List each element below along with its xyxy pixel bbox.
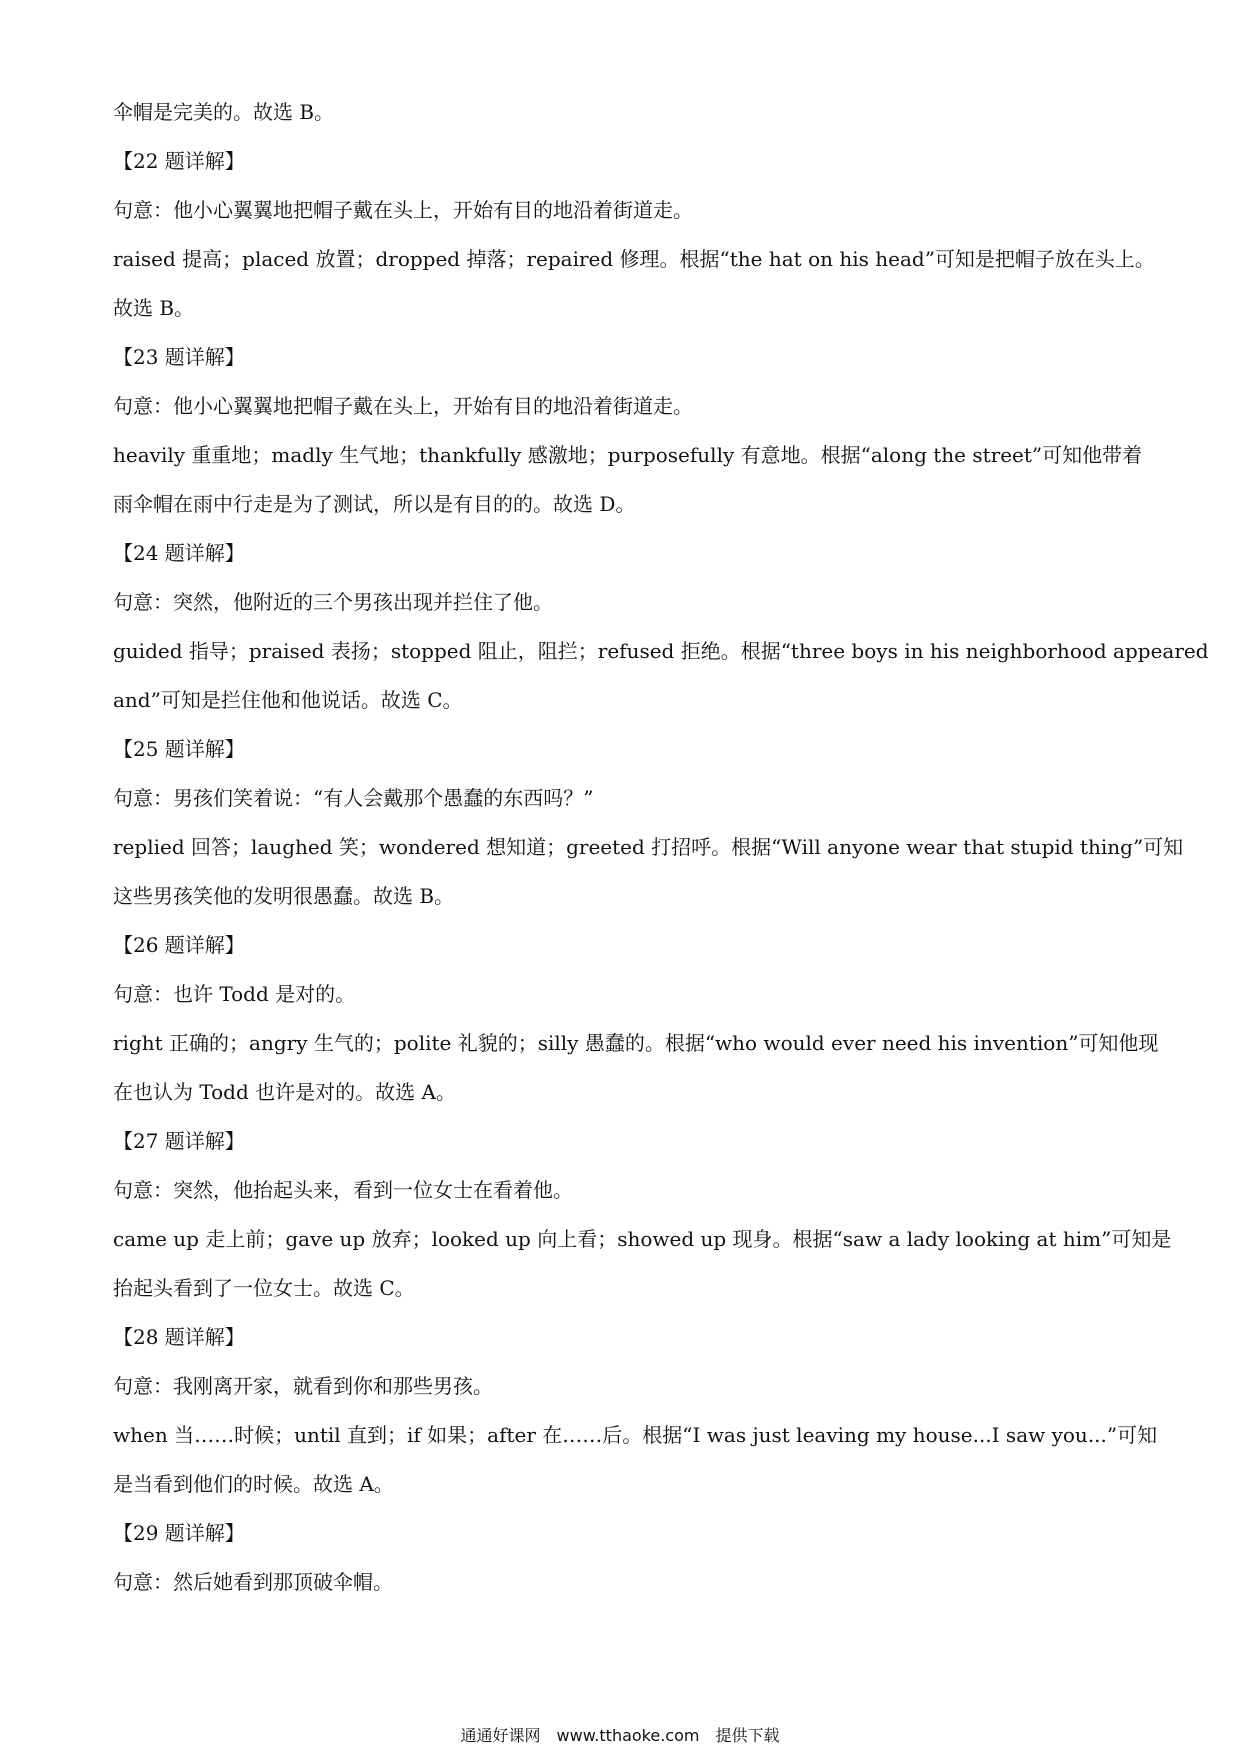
sentence-meaning: 句意：也许 Todd 是对的。 bbox=[113, 982, 356, 1006]
sentence-meaning: 句意：男孩们笑着说：“有人会戴那个愚蠢的东西吗？” bbox=[113, 786, 594, 810]
explanation-line: replied 回答；laughed 笑；wondered 想知道；greeted 打招呼。根据“Will anyone wear that stupid thing”可知 bbox=[113, 835, 1184, 859]
question-heading: 【24 题详解】 bbox=[113, 541, 245, 565]
question-heading: 【22 题详解】 bbox=[113, 149, 245, 173]
explanation-line: and”可知是拦住他和他说话。故选 C。 bbox=[113, 688, 463, 712]
question-heading: 【26 题详解】 bbox=[113, 933, 245, 957]
question-heading: 【28 题详解】 bbox=[113, 1325, 245, 1349]
explanation-line: 在也认为 Todd 也许是对的。故选 A。 bbox=[113, 1080, 456, 1104]
explanation-line: 是当看到他们的时候。故选 A。 bbox=[113, 1472, 394, 1496]
sentence-meaning: 句意：他小心翼翼地把帽子戴在头上，开始有目的地沿着街道走。 bbox=[113, 198, 693, 222]
question-heading: 【23 题详解】 bbox=[113, 345, 245, 369]
explanation-line: heavily 重重地；madly 生气地；thankfully 感激地；purposefully 有意地。根据“along the street”可知他带着 bbox=[113, 443, 1143, 467]
page-footer: 通通好课网 www.tthaoke.com 提供下载 bbox=[460, 1726, 780, 1745]
explanation-line: raised 提高；placed 放置；dropped 掉落；repaired 修理。根据“the hat on his head”可知是把帽子放在头上。 bbox=[113, 247, 1155, 271]
sentence-meaning: 句意：他小心翼翼地把帽子戴在头上，开始有目的地沿着街道走。 bbox=[113, 394, 693, 418]
explanation-line: 抬起头看到了一位女士。故选 C。 bbox=[113, 1276, 415, 1300]
sentence-meaning: 句意：突然，他附近的三个男孩出现并拦住了他。 bbox=[113, 590, 553, 614]
explanation-line: 故选 B。 bbox=[113, 296, 195, 320]
explanation-line: when 当……时候；until 直到；if 如果；after 在……后。根据“I was just leaving my house...I saw you...”可知 bbox=[113, 1423, 1158, 1447]
explanation-line: came up 走上前；gave up 放弃；looked up 向上看；showed up 现身。根据“saw a lady looking at him”可知是 bbox=[113, 1227, 1172, 1251]
explanation-line: 雨伞帽在雨中行走是为了测试，所以是有目的的。故选 D。 bbox=[113, 492, 636, 516]
question-heading: 【29 题详解】 bbox=[113, 1521, 245, 1545]
sentence-meaning: 句意：然后她看到那顶破伞帽。 bbox=[113, 1570, 393, 1594]
sentence-meaning: 句意：突然，他抬起头来，看到一位女士在看着他。 bbox=[113, 1178, 573, 1202]
text-line: 伞帽是完美的。故选 B。 bbox=[113, 100, 335, 124]
explanation-line: right 正确的；angry 生气的；polite 礼貌的；silly 愚蠢的。根据“who would ever need his invention”可知他现 bbox=[113, 1031, 1159, 1055]
explanation-line: guided 指导；praised 表扬；stopped 阻止，阻拦；refused 拒绝。根据“three boys in his neighborhood appeared bbox=[113, 639, 1209, 663]
question-heading: 【25 题详解】 bbox=[113, 737, 245, 761]
explanation-line: 这些男孩笑他的发明很愚蠢。故选 B。 bbox=[113, 884, 455, 908]
sentence-meaning: 句意：我刚离开家，就看到你和那些男孩。 bbox=[113, 1374, 493, 1398]
document-body bbox=[113, 100, 1209, 1594]
question-heading: 【27 题详解】 bbox=[113, 1129, 245, 1153]
